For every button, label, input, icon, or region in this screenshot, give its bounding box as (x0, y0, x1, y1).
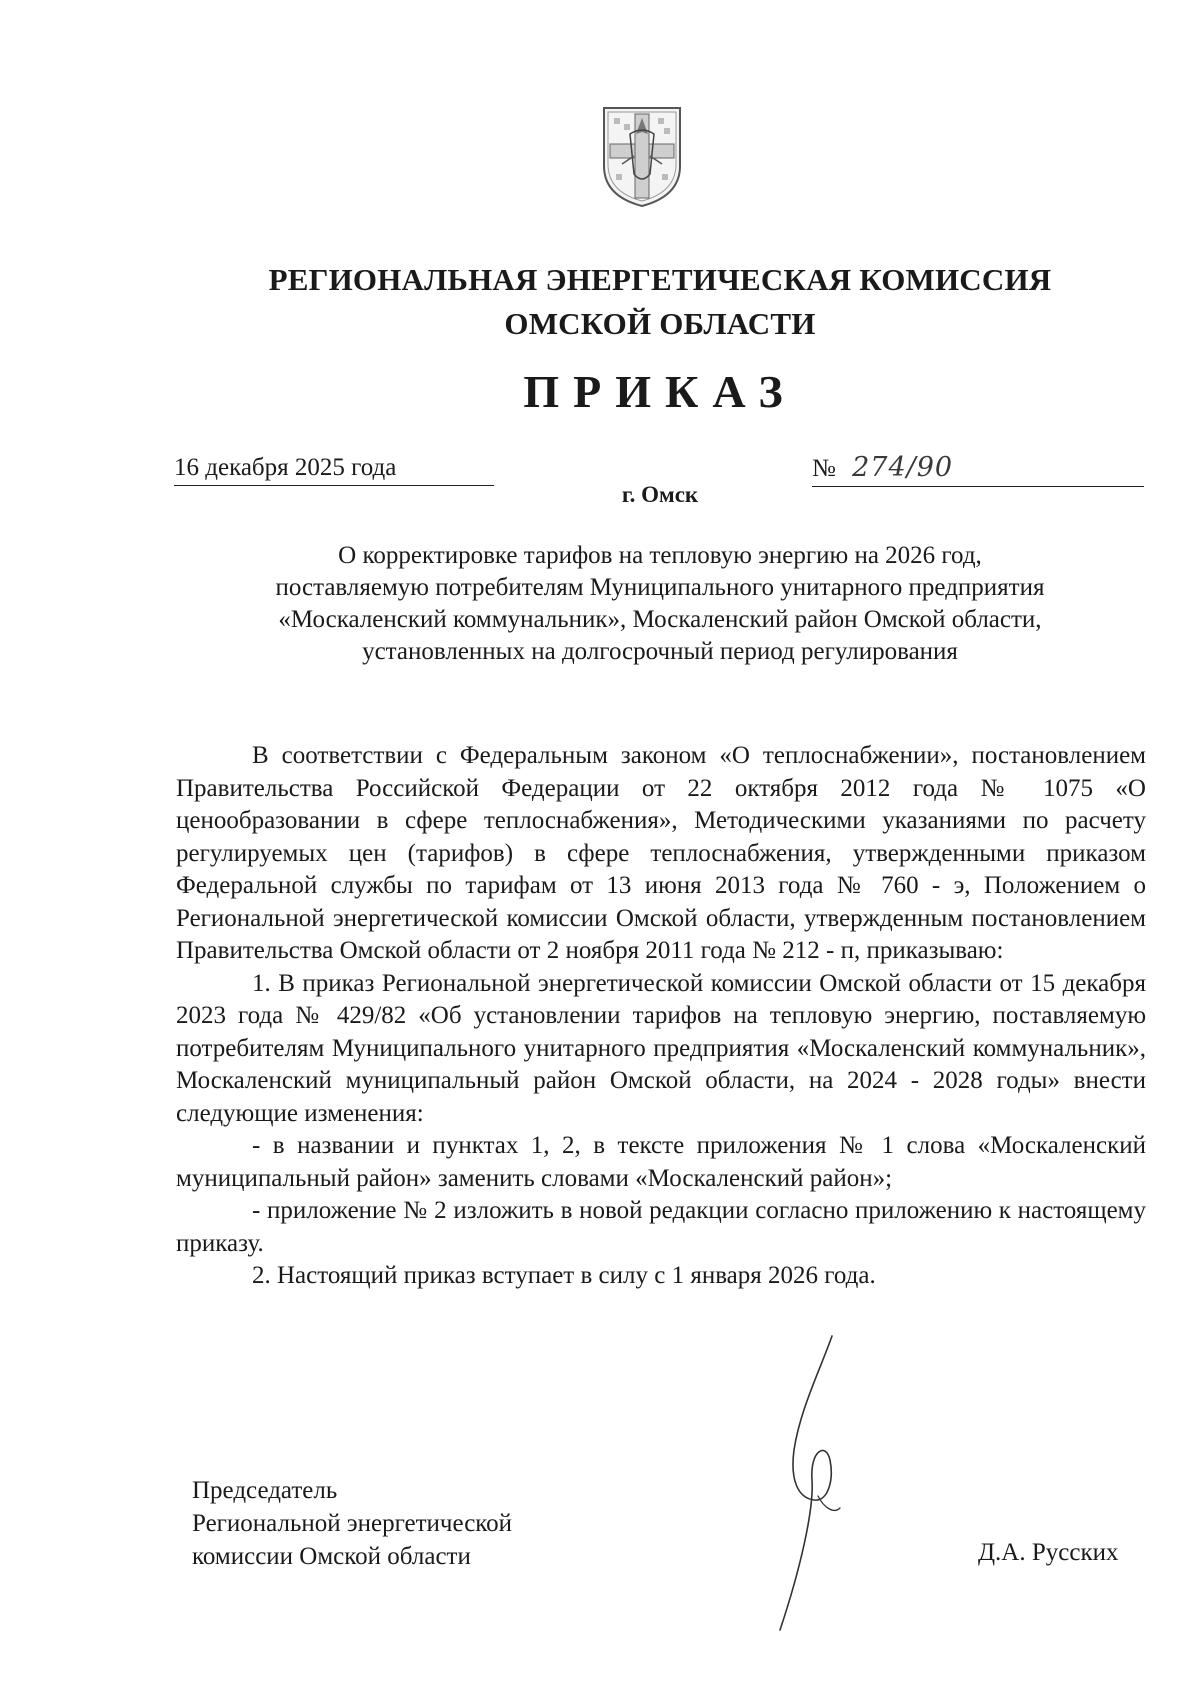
document-date: 16 декабря 2025 года (174, 451, 494, 486)
document-subject (0, 540, 1200, 668)
subject-line4: установленных на долгосрочный период регулирования (362, 638, 958, 665)
subject-line1: О корректировке тарифов на тепловую энергию на 2026 год, (338, 542, 982, 569)
signatory-position-line3: комиссии Омской области (192, 1543, 471, 1570)
document-body (176, 740, 1146, 1293)
body-paragraph-2: 1. В приказ Региональной энергетической комиссии Омской области от 15 декабря 2023 года № 429/82 «Об установлении тарифов на тепловую энергию, поставляемую потребителям Муниципального унитарного предприятия «Москаленский коммунальник», Москаленский муниципальный район Омской области, на 2024 - 2028 годы» внести следующие изменения: (176, 969, 1146, 1127)
omsk-coat-of-arms-icon (600, 104, 684, 210)
body-paragraph-1: В соответствии с Федеральным законом «О теплоснабжении», постановлением Правительства Российской Федерации от 22 октября 2012 года № 1075 «О ценообразовании в сфере теплоснабжения», Методическими указаниями по расчету регулируемых цен (тарифов) в сфере теплоснабжения, утвержденными приказом Федеральной службы по тарифам от 13 июня 2013 года № 760 - э, Положением о Региональной энергетической комиссии Омской области, утвержденным постановлением Правительства Омской области от 2 ноября 2011 года № 212 - п, приказываю: (176, 742, 1146, 964)
body-paragraph-3: - в названии и пунктах 1, 2, в тексте приложения № 1 слова «Москаленский муниципальный район» заменить словами «Москаленский район»; (176, 1132, 1146, 1192)
body-paragraph-4: - приложение № 2 изложить в новой редакции согласно приложению к настоящему приказу. (176, 1197, 1146, 1257)
signatory-name: Д.А. Русских (978, 1539, 1119, 1566)
subject-line3: «Москаленский коммунальник», Москаленский район Омской области, (278, 606, 1042, 633)
organization-name-line1: РЕГИОНАЛЬНАЯ ЭНЕРГЕТИЧЕСКАЯ КОМИССИЯ (268, 262, 1052, 297)
signatory-position-line1: Председатель (192, 1477, 338, 1504)
signatory-position-line2: Региональной энергетической (192, 1510, 513, 1537)
handwritten-signature (770, 1330, 890, 1640)
organization-name-line2: ОМСКОЙ ОБЛАСТИ (504, 306, 816, 341)
subject-line2: поставляемую потребителям Муниципального унитарного предприятия (275, 574, 1045, 601)
document-type-title: ПРИКАЗ (523, 366, 797, 417)
number-sign: № (812, 455, 836, 482)
document-city: г. Омск (621, 482, 699, 507)
handwritten-number: 274/90 (852, 452, 954, 483)
signatory-position (192, 1474, 512, 1573)
body-paragraph-5: 2. Настоящий приказ вступает в силу с 1 января 2026 года. (252, 1262, 876, 1289)
organization-name (0, 258, 1200, 346)
